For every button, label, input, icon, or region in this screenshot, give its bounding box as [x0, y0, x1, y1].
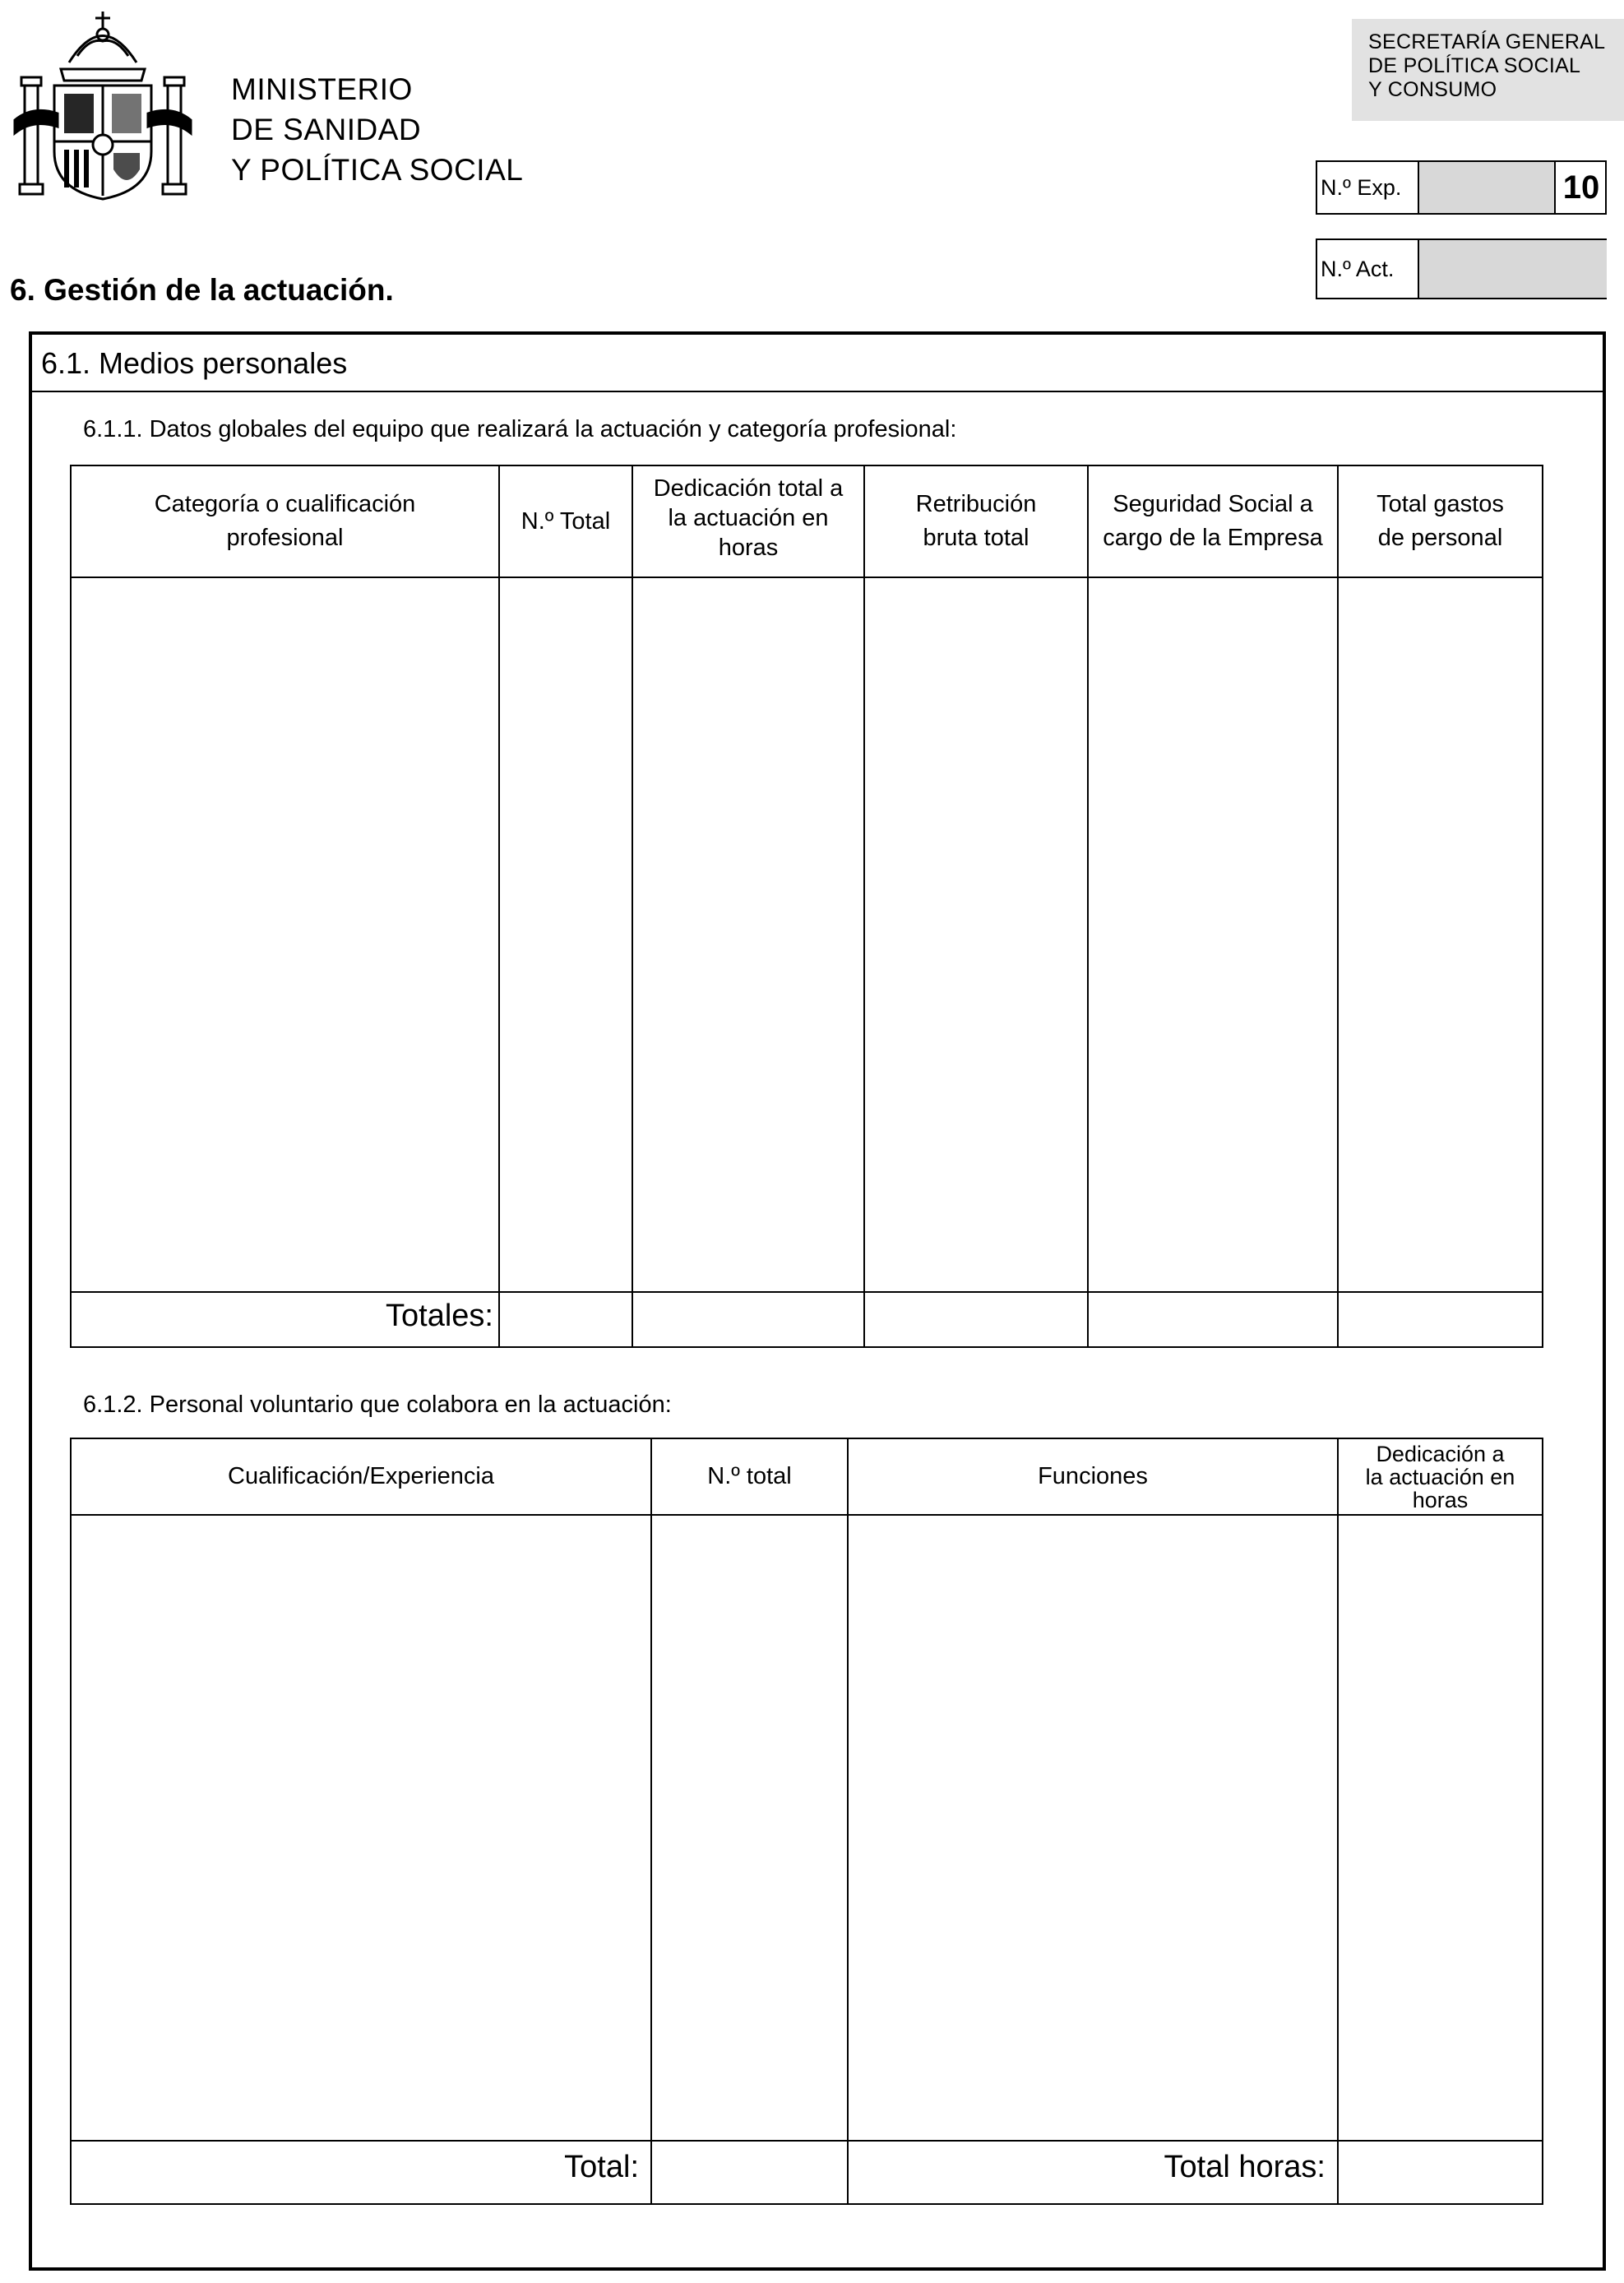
page-number: 10: [1554, 162, 1607, 213]
header-line: horas: [1412, 1487, 1469, 1512]
header-line: cargo de la Empresa: [1103, 525, 1323, 551]
header-line: Categoría o cualificación: [154, 491, 416, 517]
secretaria-line: DE POLÍTICA SOCIAL: [1368, 54, 1581, 77]
secretaria-line: SECRETARÍA GENERAL: [1368, 30, 1606, 53]
actuacion-box: [1316, 238, 1607, 299]
header-numero-total: [500, 466, 632, 577]
total-label: Total:: [564, 2150, 639, 2184]
header-funciones: [849, 1439, 1337, 1514]
header-line: Retribución: [915, 491, 1037, 517]
personnel-table: [70, 465, 1543, 1348]
column-divider: [1337, 1439, 1339, 2203]
ministry-name: [231, 69, 523, 190]
header-line: la actuación en: [1365, 1464, 1515, 1489]
expediente-field[interactable]: [1418, 162, 1556, 213]
totals-label: Totales:: [386, 1299, 493, 1333]
actuacion-label: N.º Act.: [1321, 256, 1395, 281]
header-line: Cualificación/Experiencia: [228, 1463, 494, 1489]
header-line: Total gastos: [1376, 491, 1504, 517]
table1-title: 6.1.1. Datos globales del equipo que realizará la actuación y categoría profesional:: [83, 416, 957, 442]
ministry-line: Y POLÍTICA SOCIAL: [231, 153, 524, 187]
header-divider: [72, 577, 1542, 578]
header-line: horas: [718, 535, 779, 561]
table2-title: 6.1.2. Personal voluntario que colabora en la actuación:: [83, 1392, 672, 1418]
header-seguridad-social: [1089, 466, 1337, 577]
column-divider: [863, 466, 865, 1346]
coat-of-arms-logo: [12, 5, 194, 202]
header-line: Seguridad Social a: [1113, 491, 1313, 517]
header-dedicacion: [633, 463, 863, 573]
header-numero-total: [652, 1439, 847, 1514]
ministry-line: MINISTERIO: [231, 72, 413, 106]
header-line: de personal: [1377, 525, 1503, 551]
ministry-line: DE SANIDAD: [231, 113, 422, 146]
total-hours-label: Total horas:: [1164, 2150, 1326, 2184]
secretaria-box: [1352, 19, 1624, 121]
header-cualificacion: [72, 1439, 650, 1514]
header-line: N.º total: [707, 1463, 792, 1489]
header-dedicacion: [1339, 1439, 1542, 1514]
header-line: N.º Total: [521, 507, 611, 535]
column-divider: [498, 466, 500, 1346]
header-total-gastos: [1339, 466, 1542, 577]
header-retribucion: [865, 466, 1087, 577]
header-line: Dedicación a: [1376, 1441, 1505, 1466]
column-divider: [1087, 466, 1089, 1346]
column-divider: [847, 1439, 849, 2203]
column-divider: [1337, 466, 1339, 1346]
header-line: Dedicación total a: [653, 475, 844, 502]
header-line: bruta total: [923, 525, 1029, 551]
column-divider: [650, 1439, 652, 2203]
header-line: profesional: [226, 525, 344, 551]
expediente-box: [1316, 160, 1607, 215]
totals-divider: [72, 1291, 1542, 1293]
header-divider: [72, 1514, 1542, 1516]
secretaria-line: Y CONSUMO: [1368, 78, 1497, 101]
expediente-label: N.º Exp.: [1321, 174, 1402, 200]
totals-divider: [72, 2140, 1542, 2142]
actuacion-field[interactable]: [1418, 240, 1607, 298]
subsection-title: 6.1. Medios personales: [41, 346, 348, 380]
column-divider: [632, 466, 633, 1346]
subsection-header: [32, 335, 1603, 392]
header-line: Funciones: [1038, 1463, 1148, 1489]
volunteer-table: [70, 1438, 1543, 2205]
header-categoria: [72, 466, 498, 577]
section-title: 6. Gestión de la actuación.: [10, 273, 394, 307]
header-line: la actuación en: [668, 505, 829, 531]
